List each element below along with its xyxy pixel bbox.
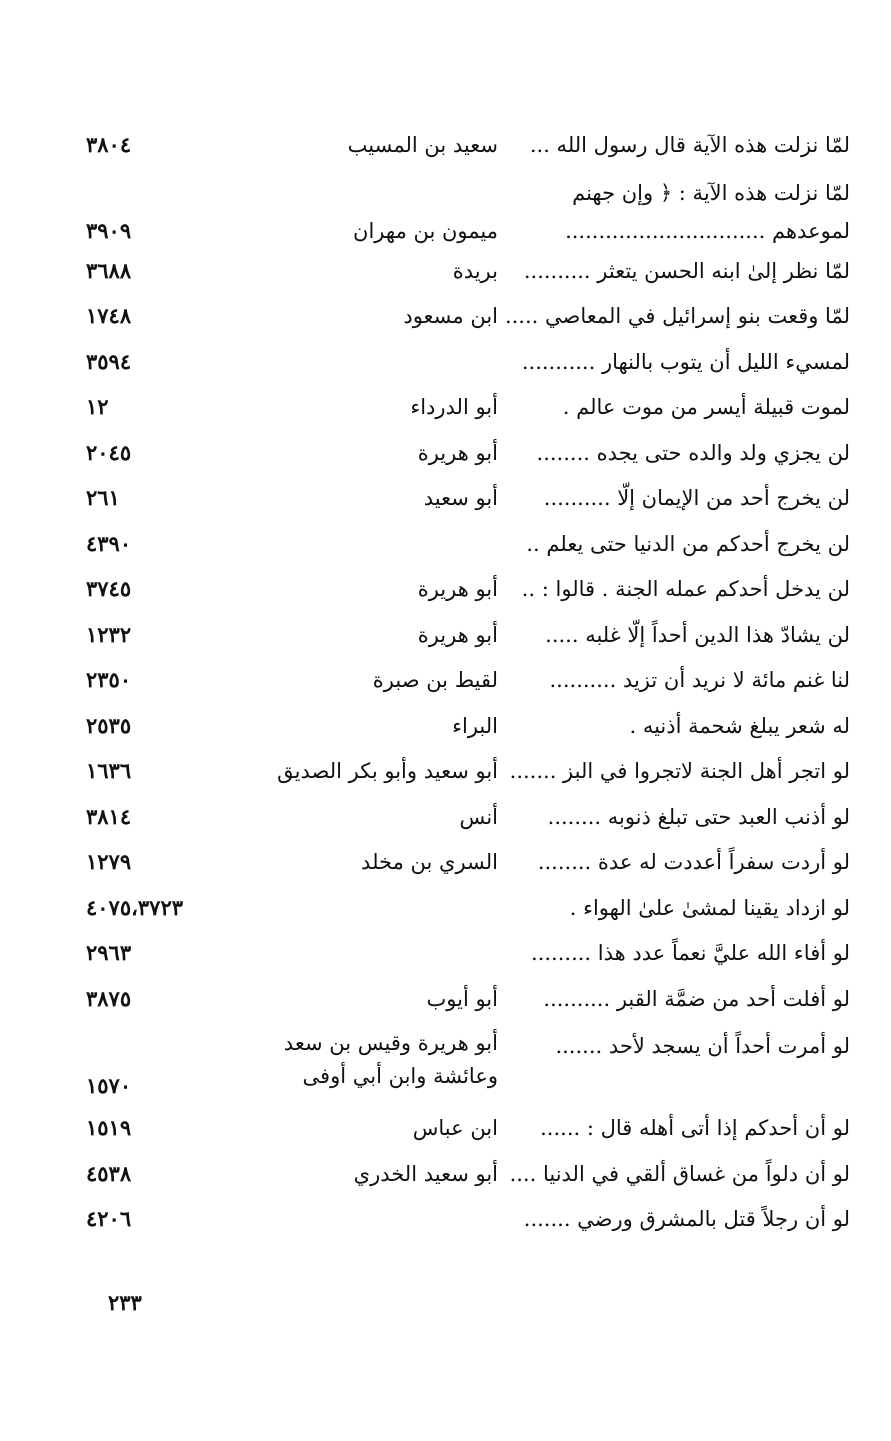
hadith-number: ٣٨٧٥ bbox=[86, 985, 132, 1011]
index-row bbox=[0, 572, 891, 618]
narrator-name: ابن عباس bbox=[412, 1116, 498, 1140]
narrator-name: أبو هريرة bbox=[417, 440, 498, 465]
hadith-number: ٣٦٨٨ bbox=[86, 257, 132, 283]
index-row bbox=[0, 128, 891, 174]
hadith-incipit: لن يخرج أحد من الإيمان إلّا .......... bbox=[543, 486, 850, 510]
index-row bbox=[0, 390, 891, 436]
hadith-incipit: لنا غنم مائة لا نريد أن تزيد .......... bbox=[549, 668, 850, 692]
hadith-incipit: لمّا نزلت هذه الآية قال رسول الله ... bbox=[529, 133, 850, 157]
hadith-incipit: لو أذنب العبد حتى تبلغ ذنوبه ........ bbox=[547, 804, 850, 829]
page-number: ٢٣٣ bbox=[108, 1290, 142, 1315]
hadith-number: ١٥١٩ bbox=[86, 1115, 132, 1140]
index-row bbox=[0, 436, 891, 482]
hadith-incipit: لمسيء الليل أن يتوب بالنهار ........... bbox=[521, 349, 850, 374]
hadith-number: ٤٣٩٠ bbox=[86, 530, 132, 556]
index-row bbox=[0, 982, 891, 1028]
index-row bbox=[0, 1111, 891, 1157]
index-row bbox=[0, 254, 891, 300]
hadith-number: ٢٦١ bbox=[86, 485, 120, 510]
hadith-incipit: لمّا نزلت هذه الآية : ﴿ وإن جهنم لموعدهم .............................. bbox=[565, 180, 850, 243]
hadith-number: ١٢٣٢ bbox=[86, 621, 132, 647]
hadith-number: ٣٩٠٩ bbox=[86, 217, 132, 243]
hadith-index-list bbox=[0, 128, 891, 1248]
index-row bbox=[0, 891, 891, 937]
hadith-number: ٢٠٤٥ bbox=[86, 439, 132, 465]
hadith-number: ٢٥٣٥ bbox=[86, 712, 132, 738]
hadith-number: ٣٨١٤ bbox=[86, 803, 132, 829]
index-row bbox=[0, 845, 891, 891]
hadith-incipit: لن يخرج أحدكم من الدنيا حتى يعلم .. bbox=[526, 531, 850, 556]
index-row bbox=[0, 345, 891, 391]
narrator-name: أبو سعيد وأبو بكر الصديق bbox=[277, 759, 498, 783]
index-row bbox=[0, 754, 891, 800]
hadith-number: ١٦٣٦ bbox=[86, 758, 132, 783]
hadith-number: ٣٧٤٥ bbox=[86, 576, 132, 601]
hadith-incipit: لو اتجر أهل الجنة لاتجروا في البز ....... bbox=[509, 759, 850, 783]
narrator-name: أنس bbox=[459, 804, 498, 829]
narrator-name: أبو هريرة bbox=[417, 622, 498, 647]
index-row bbox=[0, 527, 891, 573]
hadith-number: ١٧٤٨ bbox=[86, 303, 132, 328]
hadith-incipit: لو أفلت أحد من ضمَّة القبر .......... bbox=[543, 986, 850, 1011]
hadith-incipit: لو أن رجلاً قتل بالمشرق ورضي ....... bbox=[523, 1207, 850, 1231]
hadith-number: ٢٣٥٠ bbox=[86, 667, 132, 692]
hadith-number: ٣٥٩٤ bbox=[86, 348, 132, 374]
hadith-number: ١٥٧٠ bbox=[86, 1073, 132, 1098]
hadith-incipit: لمّا وقعت بنو إسرائيل في المعاصي ..... bbox=[504, 304, 850, 328]
hadith-incipit: لو أن دلواً من غساق ألقي في الدنيا .... bbox=[509, 1161, 850, 1186]
hadith-incipit: لو أمرت أحداً أن يسجد لأحد ....... bbox=[555, 1034, 850, 1058]
narrator-name: ميمون بن مهران bbox=[353, 218, 498, 243]
narrator-name: أبو سعيد bbox=[423, 486, 498, 510]
narrator-name: ابن مسعود bbox=[403, 304, 498, 328]
narrator-name: السري بن مخلد bbox=[361, 850, 498, 874]
index-row bbox=[0, 174, 891, 254]
narrator-name: بريدة bbox=[452, 258, 498, 283]
hadith-number: ٤٥٣٨ bbox=[86, 1160, 132, 1186]
narrator-name: سعيد بن المسيب bbox=[347, 133, 498, 157]
narrator-name: أبو الدرداء bbox=[410, 395, 498, 419]
index-row bbox=[0, 663, 891, 709]
index-row bbox=[0, 1027, 891, 1111]
hadith-number: ١٢ bbox=[86, 394, 109, 419]
index-row bbox=[0, 481, 891, 527]
hadith-incipit: لمّا نظر إلىٰ ابنه الحسن يتعثر .......... bbox=[523, 258, 850, 283]
narrator-name: أبو هريرة وقيس بن سعد وعائشة وابن أبي أوفى bbox=[283, 1031, 498, 1088]
hadith-incipit: لو ازداد يقينا لمشىٰ علىٰ الهواء . bbox=[569, 895, 850, 920]
hadith-number: ٢٩٦٣ bbox=[86, 940, 132, 965]
hadith-incipit: لو أن أحدكم إذا أتى أهله قال : ...... bbox=[540, 1116, 850, 1140]
hadith-number: ٣٨٠٤ bbox=[86, 132, 132, 157]
narrator-name: أبو أيوب bbox=[426, 986, 498, 1011]
index-row bbox=[0, 800, 891, 846]
index-row bbox=[0, 936, 891, 982]
hadith-number: ٤٠٧٥،٣٧٢٣ bbox=[86, 894, 184, 920]
narrator-name: لقيط بن صبرة bbox=[372, 668, 498, 692]
hadith-number: ١٢٧٩ bbox=[86, 849, 132, 874]
index-row bbox=[0, 1202, 891, 1248]
hadith-incipit: له شعر يبلغ شحمة أذنيه . bbox=[629, 713, 850, 738]
narrator-name: أبو هريرة bbox=[417, 577, 498, 601]
hadith-incipit: لو أفاء الله عليَّ نعماً عدد هذا ......... bbox=[531, 941, 850, 965]
hadith-incipit: لو أردت سفراً أعددت له عدة ........ bbox=[537, 850, 850, 874]
hadith-number: ٤٢٠٦ bbox=[86, 1206, 132, 1231]
index-row bbox=[0, 709, 891, 755]
index-row bbox=[0, 299, 891, 345]
hadith-incipit: لن يدخل أحدكم عمله الجنة . قالوا : .. bbox=[521, 577, 850, 601]
index-row bbox=[0, 618, 891, 664]
narrator-name: البراء bbox=[452, 713, 498, 738]
hadith-incipit: لن يشادّ هذا الدين أحداً إلّا غلبه ..... bbox=[545, 622, 850, 647]
index-row bbox=[0, 1157, 891, 1203]
narrator-name: أبو سعيد الخدري bbox=[353, 1161, 498, 1186]
hadith-incipit: لن يجزي ولد والده حتى يجده ........ bbox=[536, 440, 850, 465]
hadith-incipit: لموت قبيلة أيسر من موت عالم . bbox=[562, 395, 850, 419]
